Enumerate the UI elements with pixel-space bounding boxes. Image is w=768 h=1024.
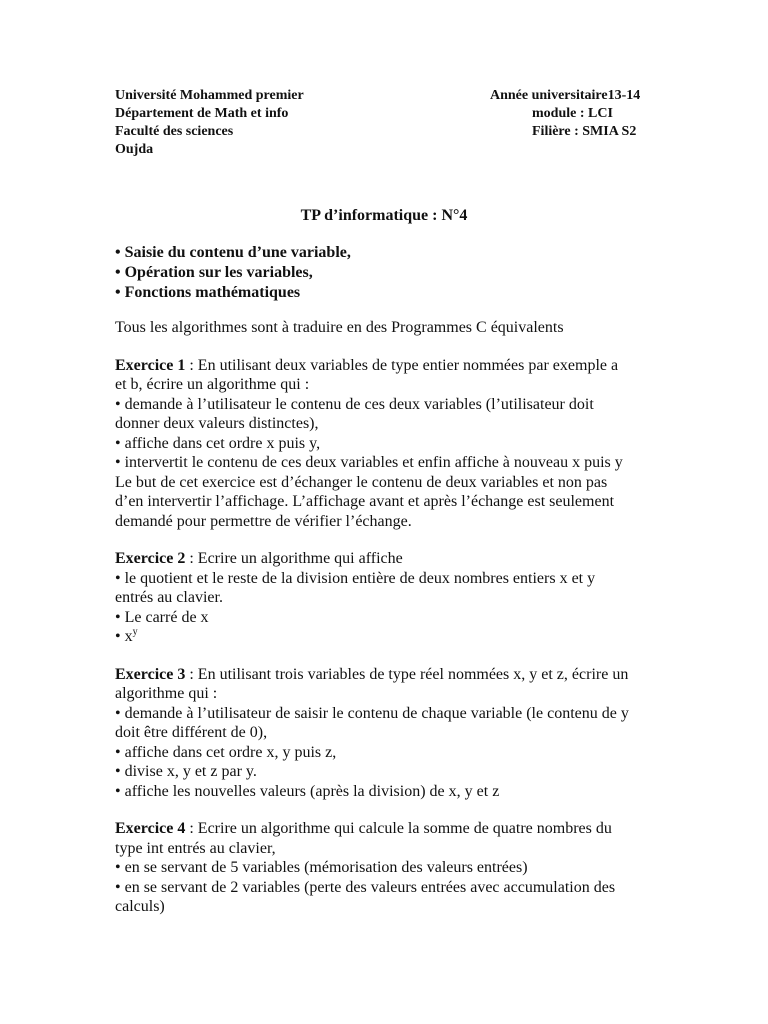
city-name: Oujda <box>115 142 154 157</box>
exercise-4 <box>115 819 660 917</box>
exercise-line: • Le carré de x <box>115 608 209 626</box>
exercise-line: • le quotient et le reste de la division entière de deux nombres entiers x et y <box>115 569 596 587</box>
exercise-label: Exercice 3 <box>115 665 186 683</box>
exercise-line: • affiche les nouvelles valeurs (après la division) de x, y et z <box>115 782 500 800</box>
course-info-block <box>490 87 660 141</box>
institution-block <box>115 87 304 159</box>
exercise-label: Exercice 2 <box>115 550 186 567</box>
exercise-line: donner deux valeurs distinctes), <box>115 415 319 432</box>
program-name: Filière : SMIA S2 <box>532 124 637 139</box>
intro-text: Tous les algorithmes sont à traduire en des Programmes C équivalents <box>115 319 564 336</box>
exercise-line: entrés au clavier. <box>115 589 223 606</box>
exercise-line: • en se servant de 2 variables (perte des valeurs entrées avec accumulation des <box>115 878 616 896</box>
document-title: TP d’informatique : N°4 <box>300 207 468 224</box>
exercise-line: Exercice 2 : Ecrire un algorithme qui affiche <box>115 550 403 567</box>
exercise-label: Exercice 1 <box>115 356 186 374</box>
exercise-line: calculs) <box>115 898 165 915</box>
exercise-line: • demande à l’utilisateur de saisir le contenu de chaque variable (le contenu de y <box>115 704 629 722</box>
exercise-line: Exercice 3 : En utilisant trois variables de type réel nommées x, y et z, écrire un <box>115 665 629 683</box>
power-base: • x <box>115 628 133 645</box>
exercise-line <box>115 627 660 647</box>
exercise-line: algorithme qui : <box>115 685 218 702</box>
topics-list <box>115 243 351 303</box>
topic-item: • Fonctions mathématiques <box>115 284 301 301</box>
exercise-line: • intervertit le contenu de ces deux variables et enfin affiche à nouveau x puis y <box>115 454 623 471</box>
university-name: Université Mohammed premier <box>115 88 304 103</box>
faculty-name: Faculté des sciences <box>115 124 234 139</box>
exercise-line: • affiche dans cet ordre x, y puis z, <box>115 743 337 761</box>
exercise-label: Exercice 4 <box>115 820 186 837</box>
exercise-line: Le but de cet exercice est d’échanger le contenu de deux variables et non pas <box>115 473 608 491</box>
module-name: module : LCI <box>532 106 613 121</box>
document-body <box>115 318 660 935</box>
exercise-line: demandé pour permettre de vérifier l’échange. <box>115 512 412 530</box>
exercise-line: • divise x, y et z par y. <box>115 763 257 780</box>
exercise-line: Exercice 4 : Ecrire un algorithme qui calcule la somme de quatre nombres du <box>115 820 612 837</box>
exercise-line: doit être différent de 0), <box>115 724 268 741</box>
topic-item: • Saisie du contenu d’une variable, <box>115 244 351 261</box>
power-exponent: y <box>132 626 138 638</box>
exercise-line: • affiche dans cet ordre x puis y, <box>115 434 321 452</box>
exercise-line: d’en intervertir l’affichage. L’affichage avant et après l’échange est seulement <box>115 493 615 510</box>
exercise-1 <box>115 356 660 532</box>
exercise-line: • demande à l’utilisateur le contenu de ces deux variables (l’utilisateur doit <box>115 395 594 413</box>
exercise-line: • en se servant de 5 variables (mémorisation des valeurs entrées) <box>115 859 528 876</box>
academic-year: Année universitaire13-14 <box>490 88 641 103</box>
exercise-line: Exercice 1 : En utilisant deux variables de type entier nommées par exemple a <box>115 356 619 374</box>
topic-item: • Opération sur les variables, <box>115 264 313 281</box>
exercise-line: et b, écrire un algorithme qui : <box>115 376 310 393</box>
exercise-line: type int entrés au clavier, <box>115 839 276 857</box>
exercise-3 <box>115 665 660 802</box>
department-name: Département de Math et info <box>115 106 289 121</box>
exercise-2 <box>115 549 660 647</box>
